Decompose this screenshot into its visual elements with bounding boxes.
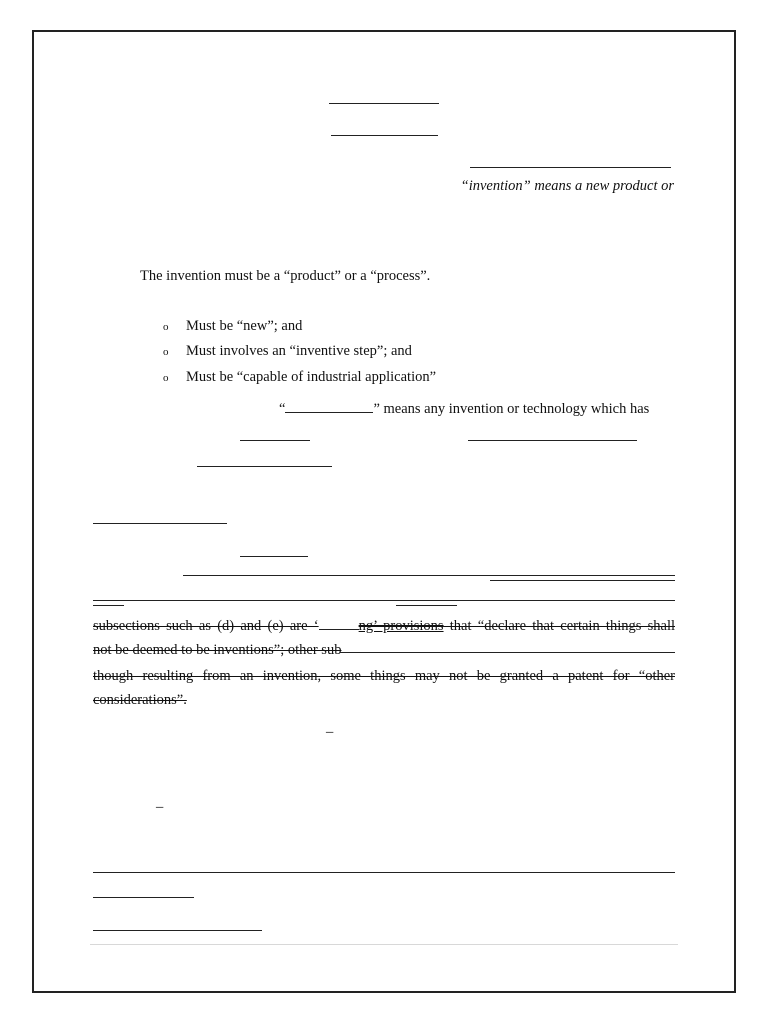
title-rule-2 [331,135,438,136]
redacted-line [468,440,637,441]
title-rule-1 [329,103,439,104]
bullet-marker: o [163,346,169,358]
heading-rule [470,167,671,168]
struck-paragraph-line: not be deemed to be inventions”; other sub [93,642,342,658]
page-border [32,30,736,993]
struck-paragraph-line: considerations”. [93,692,187,708]
redacted-line [240,556,308,557]
invention-definition: “invention” means a new product or [460,178,674,194]
redacted-line [240,440,310,441]
list-item: Must involves an “inventive step”; and [186,343,412,359]
redacted-line [93,523,227,524]
redacted-line [93,897,194,898]
blank-field [319,617,359,630]
intro-sentence: The invention must be a “product” or a “process”. [140,268,431,284]
redacted-line [490,580,675,581]
bullet-marker: o [163,372,169,384]
redacted-line [396,605,457,606]
footer-rule [90,944,678,945]
blank-field [285,400,373,413]
bullet-marker: o [163,321,169,333]
dash-mark: – [326,724,334,740]
redacted-line [197,466,332,467]
redacted-line [93,872,675,873]
definition-text: ” means any invention or technology which has [373,401,650,417]
redacted-line [93,930,262,931]
struck-paragraph-line: subsections such as (d) and (e) are ‘ ng’ provisions that “declare that certain things shall [93,618,675,634]
struck-paragraph-line: though resulting from an invention, some things may not be granted a patent for “other [93,668,675,684]
technology-definition [279,400,649,418]
open-quote: “ [279,401,286,417]
dash-mark: – [156,799,164,815]
redacted-line [183,575,675,576]
redacted-line [340,652,675,653]
list-item: Must be “new”; and [186,318,303,334]
redacted-line [93,605,124,606]
redacted-line [93,600,675,601]
list-item: Must be “capable of industrial application” [186,369,437,385]
